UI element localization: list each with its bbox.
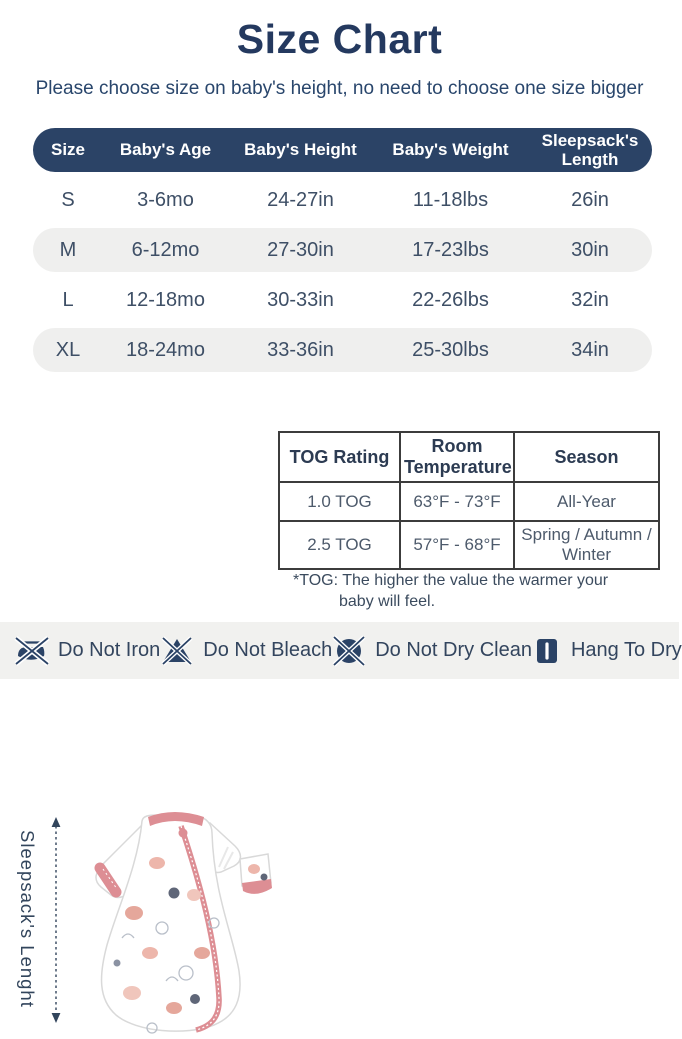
col-header-size: Size xyxy=(50,140,86,160)
cell-height: 30-33in xyxy=(267,288,334,311)
tog-header-rating: TOG Rating xyxy=(279,432,400,482)
col-header-length: Sleepsack's Length xyxy=(541,130,639,169)
care-item-hang-to-dry xyxy=(532,636,682,666)
cell-size: M xyxy=(59,238,77,261)
tog-cell-temperature: 57°F - 68°F xyxy=(400,521,514,569)
table-row-s xyxy=(33,178,652,222)
cell-age: 12-18mo xyxy=(126,288,205,311)
tog-cell-temperature: 63°F - 73°F xyxy=(400,482,514,521)
tog-row-2 xyxy=(279,521,659,569)
sleepsack-length-label: Sleepsack's Lenght xyxy=(17,830,38,1008)
cell-weight: 22-26lbs xyxy=(412,288,489,311)
size-table xyxy=(33,128,652,372)
length-measure-arrow-icon xyxy=(49,816,63,1024)
sleepsack-image xyxy=(62,803,274,1039)
tog-cell-rating: 1.0 TOG xyxy=(279,482,400,521)
tog-header-row xyxy=(279,432,659,482)
do-not-dry-clean-icon xyxy=(332,636,366,666)
col-header-age: Baby's Age xyxy=(119,140,212,160)
cell-weight: 25-30lbs xyxy=(412,338,489,361)
cell-height: 24-27in xyxy=(267,188,334,211)
care-label: Do Not Iron xyxy=(58,639,161,661)
cell-height: 33-36in xyxy=(267,338,334,361)
care-item-do-not-iron xyxy=(15,636,160,666)
page-title: Size Chart xyxy=(236,16,443,62)
tog-cell-rating: 2.5 TOG xyxy=(279,521,400,569)
tog-note-line1: *TOG: The higher the value the warmer your xyxy=(293,572,609,589)
cell-age: 18-24mo xyxy=(126,338,205,361)
size-table-header-row xyxy=(33,128,652,172)
care-item-do-not-dry-clean xyxy=(332,636,532,666)
tog-header-season: Season xyxy=(514,432,659,482)
cell-size: S xyxy=(61,188,75,211)
care-label: Hang To Dry xyxy=(570,639,682,661)
cell-age: 3-6mo xyxy=(137,188,194,211)
tog-note xyxy=(293,570,643,612)
care-label: Do Not Bleach xyxy=(203,639,333,661)
tog-row-1 xyxy=(279,482,659,521)
tog-table xyxy=(278,431,660,570)
cell-weight: 11-18lbs xyxy=(412,188,489,211)
col-header-height: Baby's Height xyxy=(244,140,357,160)
cell-height: 27-30in xyxy=(267,238,334,261)
tog-cell-season: All-Year xyxy=(514,482,659,521)
table-row-l xyxy=(33,278,652,322)
do-not-bleach-icon xyxy=(160,636,194,666)
col-header-weight: Baby's Weight xyxy=(392,140,509,160)
table-row-m xyxy=(33,228,652,272)
cell-length: 34in xyxy=(571,338,609,361)
care-item-do-not-bleach xyxy=(160,636,332,666)
tog-header-temperature: Room Temperature xyxy=(400,432,514,482)
tog-cell-season: Spring / Autumn / Winter xyxy=(514,521,659,569)
do-not-iron-icon xyxy=(15,636,49,666)
cell-length: 26in xyxy=(571,188,609,211)
care-label: Do Not Dry Clean xyxy=(375,639,532,661)
cell-age: 6-12mo xyxy=(131,238,200,261)
table-row-xl xyxy=(33,328,652,372)
page-subtitle: Please choose size on baby's height, no need to choose one size bigger xyxy=(35,78,644,99)
care-instructions-bar xyxy=(0,622,682,679)
cell-weight: 17-23lbs xyxy=(412,238,489,261)
hang-to-dry-icon xyxy=(532,636,562,666)
cell-size: L xyxy=(62,288,74,311)
tog-note-line2: baby will feel. xyxy=(339,593,436,610)
cell-size: XL xyxy=(55,338,81,361)
cell-length: 30in xyxy=(571,238,609,261)
cell-length: 32in xyxy=(571,288,609,311)
